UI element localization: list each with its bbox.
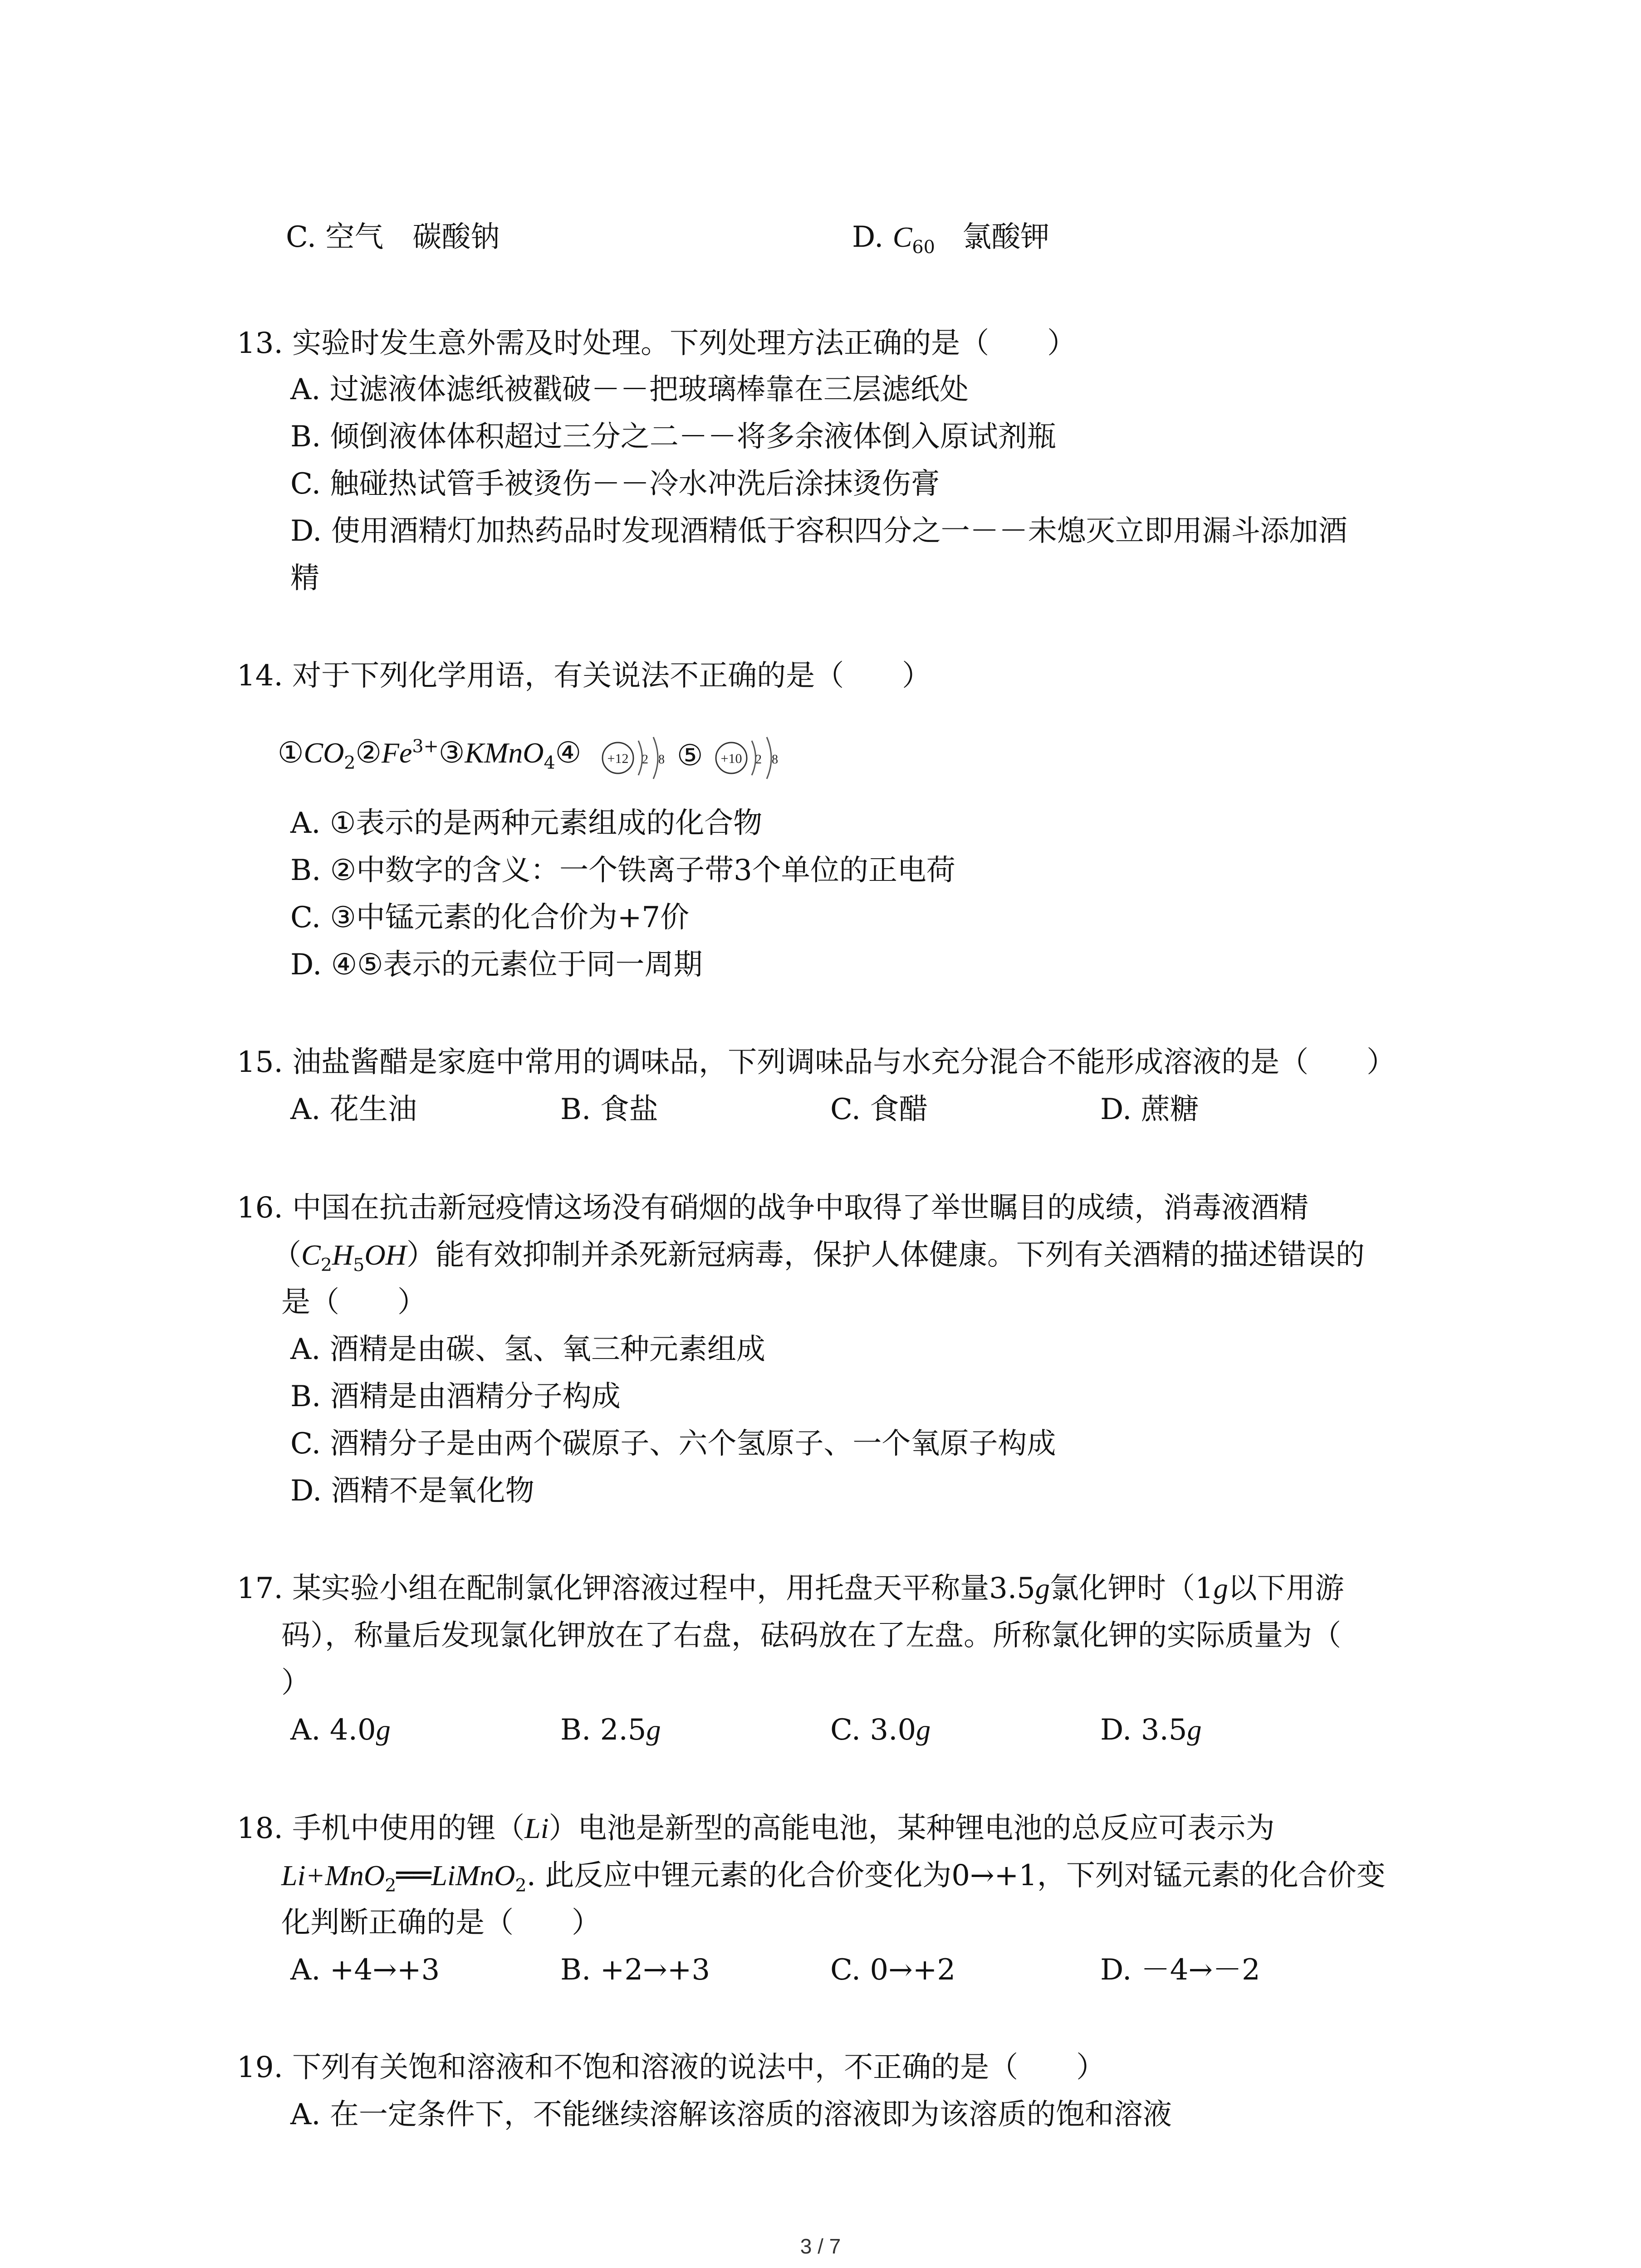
q14-symbol-1: $①CO_2②Fe^{3+}③KMnO_4④$ — [278, 736, 582, 773]
q12-option-c: C. 空气 碳酸钠 — [286, 220, 500, 254]
q18-stem-line2: Li+MnO$_2$══LiMnO$_2$. 此反应中锂元素的化合价变化为0→+1，下列对锰元素的化合价变 — [281, 1859, 1386, 1896]
q17-option-a: A. 4.0g — [290, 1713, 391, 1747]
q18-option-c: C. 0→+2 — [830, 1953, 956, 1987]
atom5-nucleus: +10 — [720, 751, 742, 766]
q15-option-b: B. 食盐 — [560, 1093, 658, 1126]
q15-option-a: A. 花生油 — [290, 1093, 417, 1126]
atom5-shell1: 2 — [755, 753, 762, 767]
q19-stem: 19. 下列有关饱和溶液和不饱和溶液的说法中，不正确的是（ ） — [237, 2051, 1106, 2084]
q14-option-d: D. ④⑤表示的元素位于同一周期 — [290, 948, 703, 982]
q13-stem: 13. 实验时发生意外需及时处理。下列处理方法正确的是（ ） — [237, 327, 1077, 360]
atom-diagram-ne — [716, 737, 778, 779]
q14-stem: 14. 对于下列化学用语，有关说法不正确的是（ ） — [237, 659, 931, 693]
q13-option-a: A. 过滤液体滤纸被戳破－－把玻璃棒靠在三层滤纸处 — [290, 373, 969, 406]
q16-option-a: A. 酒精是由碳、氢、氧三种元素组成 — [290, 1333, 765, 1366]
atom4-shell2: 8 — [658, 753, 665, 767]
q18-equation-right: LiMnO — [431, 1859, 515, 1892]
q16-option-d: D. 酒精不是氧化物 — [290, 1474, 534, 1508]
q17-stem-line1: 17. 某实验小组在配制氯化钾溶液过程中，用托盘天平称量3.5g氯化钾时（1g以下用游 — [237, 1572, 1344, 1605]
q12-option-d-subscript: 60 — [912, 236, 935, 258]
atom-diagram-mg — [603, 737, 665, 779]
q12-option-d-name: 氯酸钾 — [962, 220, 1050, 254]
q17-option-b: B. 2.5g — [560, 1713, 661, 1747]
q16-option-c: C. 酒精分子是由两个碳原子、六个氢原子、一个氧原子构成 — [290, 1427, 1056, 1461]
q13-option-d: D. 使用酒精灯加热药品时发现酒精低于容积四分之一－－未熄灭立即用漏斗添加酒 — [290, 514, 1347, 548]
q12-option-d — [852, 217, 1049, 258]
q17-stem-line3: ） — [281, 1666, 310, 1700]
q13-option-b: B. 倾倒液体体积超过三分之二－－将多余液体倒入原试剂瓶 — [290, 420, 1056, 454]
atom4-nucleus: +12 — [607, 751, 629, 766]
atom-structure-diagrams — [595, 733, 822, 782]
q14-option-a: A. ①表示的是两种元素组成的化合物 — [290, 807, 763, 840]
q14-symbol-5-marker: ⑤ — [677, 739, 703, 772]
page-number: 3 / 7 — [800, 2234, 841, 2258]
q14-option-c: C. ③中锰元素的化合价为+7价 — [290, 901, 690, 934]
q13-option-c: C. 触碰热试管手被烫伤－－冷水冲洗后涂抹烫伤膏 — [290, 467, 940, 501]
q17-option-c: C. 3.0g — [830, 1713, 931, 1747]
q15-stem: 15. 油盐酱醋是家庭中常用的调味品，下列调味品与水充分混合不能形成溶液的是（ ） — [237, 1046, 1396, 1079]
q14-symbols-row — [278, 733, 822, 782]
q18-option-b: B. +2→+3 — [560, 1953, 710, 1987]
q14-option-b: B. ②中数字的含义：一个铁离子带3个单位的正电荷 — [290, 854, 955, 887]
q15-option-c: C. 食醋 — [830, 1093, 928, 1126]
q17-stem-line2: 码），称量后发现氯化钾放在了右盘，砝码放在了左盘。所称氯化钾的实际质量为（ — [281, 1619, 1341, 1652]
q16-stem-line2: $(C_2H_5OH)$能有效抑制并杀死新冠病毒，保护人体健康。下列有关酒精的描述错误的 — [272, 1238, 1365, 1276]
q19-option-a: A. 在一定条件下，不能继续溶解该溶质的溶液即为该溶质的饱和溶液 — [290, 2098, 1172, 2131]
q18-option-a: A. +4→+3 — [290, 1953, 440, 1987]
q18-equation-sign: ══ — [396, 1859, 431, 1892]
q12-option-d-label: D. — [852, 220, 884, 254]
q18-equation-left: Li+MnO — [281, 1859, 385, 1892]
atom4-shell1: 2 — [642, 753, 648, 767]
q12-option-d-formula: C — [892, 221, 912, 253]
q18-stem-line1: 18. 手机中使用的锂（Li）电池是新型的高能电池，某种锂电池的总反应可表示为 — [237, 1812, 1275, 1845]
q16-stem-line3: 是（ ） — [281, 1286, 426, 1319]
q16-stem-line1: 16. 中国在抗击新冠疫情这场没有硝烟的战争中取得了举世瞩目的成绩，消毒液酒精 — [237, 1191, 1309, 1225]
q18-option-d: D. －4→－2 — [1100, 1953, 1260, 1987]
q17-option-d: D. 3.5g — [1100, 1713, 1202, 1747]
q15-option-d: D. 蔗糖 — [1100, 1093, 1199, 1126]
q18-stem-line3: 化判断正确的是（ ） — [281, 1906, 601, 1940]
atom5-shell2: 8 — [772, 753, 778, 767]
q16-option-b: B. 酒精是由酒精分子构成 — [290, 1380, 621, 1413]
q13-option-d-continued: 精 — [290, 562, 319, 595]
